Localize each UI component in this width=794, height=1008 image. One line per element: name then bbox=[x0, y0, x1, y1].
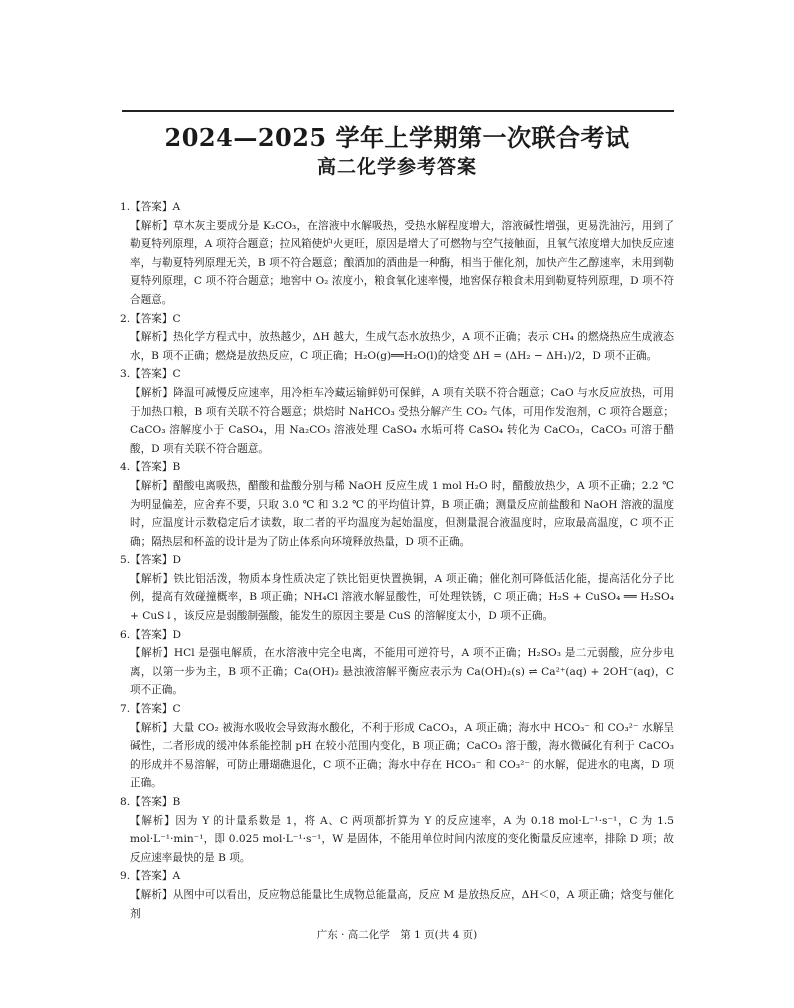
document-title: 2024—2025 学年上学期第一次联合考试 bbox=[164, 123, 630, 152]
answer-label: 9.【答案】A bbox=[120, 870, 181, 883]
answer-label: 1.【答案】A bbox=[120, 201, 181, 213]
answer-list bbox=[120, 198, 674, 923]
answer-label: 2.【答案】C bbox=[120, 312, 181, 325]
answer-label: 8.【答案】B bbox=[120, 796, 181, 808]
question-5 bbox=[120, 551, 674, 625]
question-7 bbox=[120, 700, 674, 793]
question-8 bbox=[120, 793, 674, 867]
analysis-text: 【解析】因为 Y 的计量系数是 1，将 A、C 两项都折算为 Y 的反应速率，A 为 0.18 mol·L⁻¹·s⁻¹，C 为 1.5 mol·L⁻¹·min⁻¹，即 0.025 mol·L⁻¹·s⁻¹，W 是固体，不能用单位时间内浓度的变化衡量反应速率，排除 D 项；故反应速率最快的是 B 项。 bbox=[130, 814, 674, 864]
analysis-text: 【解析】热化学方程式中，放热越少，ΔH 越大，生成气态水放热少，A 项不正确；表示 CH₄ 的燃烧热应生成液态水，B 项不正确；燃烧是放热反应，C 项正确；H₂O(g)══H₂O(l)的焓变 ΔH = (ΔH₂ − ΔH₁)/2，D 项不正确。 bbox=[130, 331, 674, 362]
analysis-text: 【解析】大量 CO₂ 被海水吸收会导致海水酸化，不利于形成 CaCO₃，A 项正确；海水中 HCO₃⁻ 和 CO₃²⁻ 水解呈碱性，二者形成的缓冲体系能控制 pH 在较小范围内变化，B 项正确；CaCO₃ 溶于酸，海水微碱化有利于 CaCO₃ 的形成并不易溶解，可防止珊瑚礁退化，C 项不正确；海水中存在 HCO₃⁻ 和 CO₃²⁻ 的水解，促进水的电离，D 项正确。 bbox=[130, 721, 674, 790]
answer-label: 3.【答案】C bbox=[120, 368, 181, 381]
analysis-text: 【解析】HCl 是强电解质，在水溶液中完全电离，不能用可逆符号，A 项不正确；H₂SO₃ 是二元弱酸，应分步电离，以第一步为主，B 项不正确；Ca(OH)₂ 悬浊液溶解平衡应表示为 Ca(OH)₂(s) ⇌ Ca²⁺(aq) + 2OH⁻(aq)，C 项不正确。 bbox=[130, 647, 674, 697]
document-subtitle: 高二化学参考答案 bbox=[316, 156, 477, 178]
question-6 bbox=[120, 626, 674, 700]
answer-label: 4.【答案】B bbox=[120, 461, 181, 474]
answer-label: 5.【答案】D bbox=[120, 554, 181, 567]
question-2 bbox=[120, 310, 674, 366]
header-rule bbox=[122, 110, 674, 112]
answer-label: 7.【答案】C bbox=[120, 703, 181, 716]
question-9 bbox=[120, 867, 674, 923]
analysis-text: 【解析】降温可减慢反应速率，用冷柜车冷藏运输鲜奶可保鲜，A 项有关联不符合题意；CaO 与水反应放热，可用于加热口粮，B 项有关联不符合题意；烘焙时 NaHCO₃ 受热分解产生 CO₂ 气体，可用作发泡剂，C 项符合题意；CaCO₃ 溶解度小于 CaSO₄，用 Na₂CO₃ 溶液处理 CaSO₄ 水垢可将 CaSO₄ 转化为 CaCO₃，CaCO₃ 可溶于醋酸，D 项有关联不符合题意。 bbox=[130, 386, 674, 455]
analysis-text: 【解析】醋酸电离吸热，醋酸和盐酸分别与稀 NaOH 反应生成 1 mol H₂O 时，醋酸放热少，A 项不正确；2.2 ℃ 为明显偏差，应舍弃不要，只取 3.0 ℃ 和 3.2 ℃ 的平均值计算，B 项正确；测量反应前盐酸和 NaOH 溶液的温度时，应温度计示数稳定后才读数，取二者的平均温度为起始温度，但测量混合液温度时，应取最高温度，C 项不正确；隔热层和杯盖的设计是为了防止体系向环境释放热量，D 项不正确。 bbox=[130, 479, 674, 548]
question-4 bbox=[120, 458, 674, 551]
answer-label: 6.【答案】D bbox=[120, 628, 181, 641]
question-3 bbox=[120, 365, 674, 458]
analysis-text: 【解析】铁比铝活泼，物质本身性质决定了铁比铝更快置换铜，A 项正确；催化剂可降低活化能，提高活化分子比例，提高有效碰撞概率，B 项正确；NH₄Cl 溶液水解显酸性，可处理铁锈，C 项正确；H₂S + CuSO₄ ══ H₂SO₄ + CuS↓，该反应是弱酸制强酸，能发生的原因主要是 CuS 的溶解度太小，D 项不正确。 bbox=[130, 572, 674, 623]
question-1 bbox=[120, 198, 674, 310]
analysis-text: 【解析】草木灰主要成分是 K₂CO₃，在溶液中水解吸热，受热水解程度增大，溶液碱性增强，更易洗油污，用到了勒夏特列原理，A 项符合题意；拉风箱使炉火更旺，原因是增大了可燃物与空气接触面，且氧气浓度增大加快反应速率，与勒夏特列原理无关，B 项不符合题意；酿酒加的酒曲是一种酶，相当于催化剂，加快产生乙醇速率，未用到勒夏特列原理，C 项不符合题意；地窖中 O₂ 浓度小，粮食氧化速率慢，地窖保存粮食未用到勒夏特列原理，D 项不符合题意。 bbox=[130, 219, 674, 306]
analysis-text: 【解析】从图中可以看出，反应物总能量比生成物总能量高，反应 M 是放热反应，ΔH＜0，A 项正确；焓变与催化剂 bbox=[130, 888, 674, 920]
page-footer: 广东 · 高二化学 第 1 页(共 4 页) bbox=[316, 929, 478, 941]
